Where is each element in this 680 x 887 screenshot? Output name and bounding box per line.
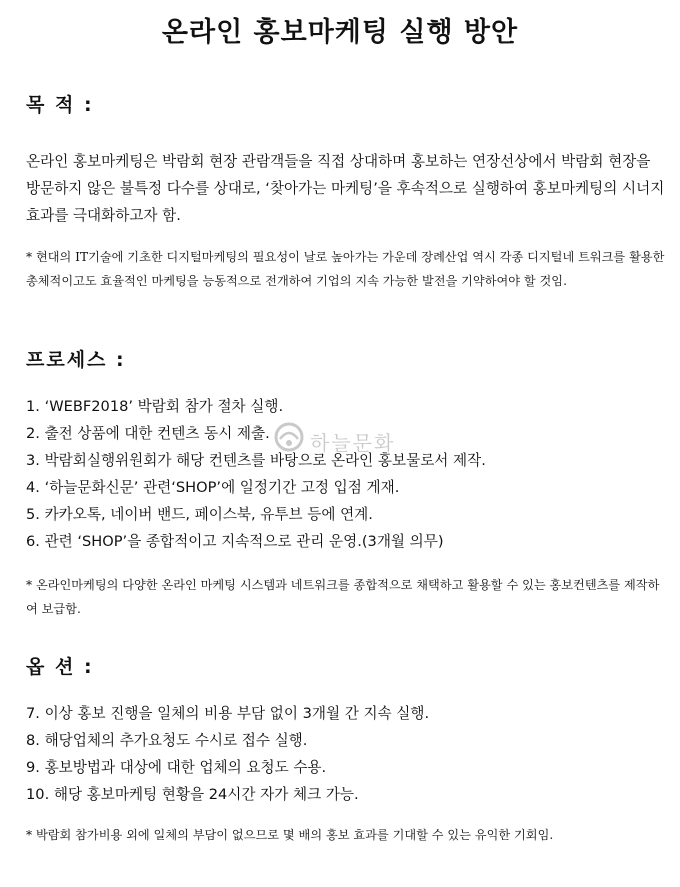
list-item: 2. 출전 상품에 대한 컨텐츠 동시 제출.: [26, 425, 270, 442]
options-list: [26, 700, 666, 808]
list-item: 10. 해당 홍보마케팅 현황을 24시간 자가 체크 가능.: [26, 786, 359, 803]
list-item: 3. 박람회실행위원회가 해당 컨텐츠를 바탕으로 온라인 홍보물로서 제작.: [26, 452, 486, 469]
list-item: 8. 해당업체의 추가요청도 수시로 접수 실행.: [26, 732, 308, 749]
list-item: 6. 관련 ‘SHOP’을 종합적이고 지속적으로 관리 운영.(3개월 의무): [26, 533, 444, 550]
purpose-paragraph: 온라인 홍보마케팅은 박람회 현장 관람객들을 직접 상대하며 홍보하는 연장선상에서 박람회 현장을 방문하지 않은 불특정 다수를 상대로, ‘찾아가는 마케팅’을 후속적으로 실행하여 홍보마케팅의 시너지 효과를 극대화하고자 함.: [26, 153, 665, 224]
watermark-text: 하늘문화: [310, 431, 396, 455]
list-item: 4. ‘하늘문화신문’ 관련‘SHOP’에 일정기간 고정 입점 게재.: [26, 479, 400, 496]
list-item: 7. 이상 홍보 진행을 일체의 비용 부담 없이 3개월 간 지속 실행.: [26, 705, 430, 722]
purpose-note: * 현대의 IT기술에 기초한 디지털마케팅의 필요성이 날로 높아가는 가운데 장례산업 역시 각종 디지털네 트워크를 활용한 총체적이고도 효율적인 마케팅을 능동적으로 전개하여 기업의 지속 가능한 발전을 기약하여야 할 것임.: [26, 250, 665, 288]
section-heading-purpose: 목 적 :: [26, 94, 94, 116]
list-item: 1. ‘WEBF2018’ 박람회 참가 절차 실행.: [26, 398, 284, 415]
list-item: 5. 카카오톡, 네이버 밴드, 페이스북, 유투브 등에 연계.: [26, 506, 373, 523]
section-heading-options: 옵 션 :: [26, 656, 94, 678]
list-item: 9. 홍보방법과 대상에 대한 업체의 요청도 수용.: [26, 759, 327, 776]
document-title: 온라인 홍보마케팅 실행 방안: [161, 17, 519, 48]
section-heading-process: 프로세스 :: [26, 349, 126, 371]
process-note: * 온라인마케팅의 다양한 온라인 마케팅 시스템과 네트워크를 종합적으로 채택하고 활용할 수 있는 홍보컨텐츠를 제작하여 보급함.: [26, 578, 660, 616]
options-note: * 박람회 참가비용 외에 일체의 부담이 없으므로 몇 배의 홍보 효과를 기대할 수 있는 유익한 기회임.: [26, 828, 554, 842]
process-list: [26, 393, 666, 555]
